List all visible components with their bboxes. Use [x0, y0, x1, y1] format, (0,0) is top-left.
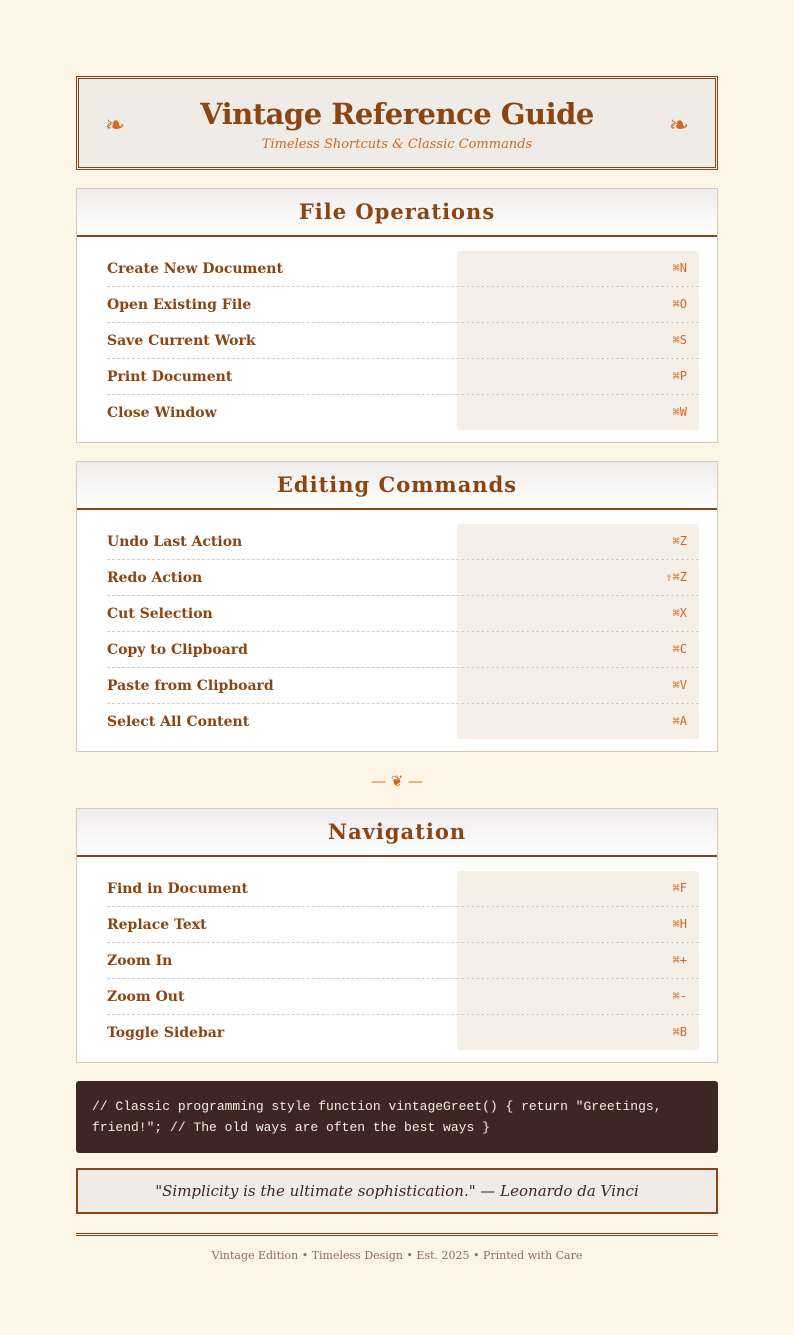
shortcut-label: Select All Content: [107, 713, 250, 730]
shortcut-row: [107, 943, 699, 979]
ornament-divider: — ❦ —: [370, 772, 424, 790]
page-header: [76, 76, 718, 170]
shortcut-row: [107, 323, 699, 359]
section-title: File Operations: [77, 189, 717, 237]
shortcut-label: Copy to Clipboard: [107, 641, 248, 658]
shortcut-label: Close Window: [107, 404, 217, 421]
shortcut-key: ⌘N: [457, 251, 699, 286]
code-block: // Classic programming style function vintageGreet() { return "Greetings, friend!"; // The old ways are often the best ways }: [76, 1081, 718, 1153]
section-title: Editing Commands: [77, 462, 717, 510]
shortcut-row: [107, 704, 699, 739]
section-title: Navigation: [77, 809, 717, 857]
shortcut-label: Zoom In: [107, 952, 173, 969]
shortcut-label: Find in Document: [107, 880, 249, 897]
shortcut-key: ⌘X: [457, 596, 699, 631]
quote: "Simplicity is the ultimate sophistication." — Leonardo da Vinci: [76, 1168, 718, 1214]
shortcut-row: [107, 979, 699, 1015]
shortcut-row: [107, 907, 699, 943]
fleuron-icon: ❧: [105, 111, 126, 139]
shortcut-key: ⇧⌘Z: [457, 560, 699, 595]
section-file-operations: [76, 188, 718, 443]
shortcut-key: ⌘P: [457, 359, 699, 394]
shortcut-row: [107, 1015, 699, 1050]
footer: Vintage Edition • Timeless Design • Est. 2025 • Printed with Care: [76, 1233, 718, 1262]
section-editing-commands: [76, 461, 718, 752]
shortcut-row: [107, 596, 699, 632]
shortcut-key: ⌘-: [457, 979, 699, 1014]
shortcut-row: [107, 871, 699, 907]
shortcut-key: ⌘Z: [457, 524, 699, 559]
shortcut-key: ⌘B: [457, 1015, 699, 1050]
shortcut-row: [107, 632, 699, 668]
shortcut-key: ⌘V: [457, 668, 699, 703]
fleuron-icon: ❧: [668, 111, 689, 139]
shortcut-key: ⌘O: [457, 287, 699, 322]
shortcut-label: Paste from Clipboard: [107, 677, 274, 694]
shortcut-label: Undo Last Action: [107, 533, 243, 550]
shortcut-row: [107, 560, 699, 596]
shortcut-label: Zoom Out: [107, 988, 185, 1005]
shortcut-row: [107, 287, 699, 323]
shortcut-key: ⌘F: [457, 871, 699, 906]
shortcut-label: Open Existing File: [107, 296, 252, 313]
shortcut-label: Save Current Work: [107, 332, 256, 349]
shortcut-label: Replace Text: [107, 916, 207, 933]
shortcut-key: ⌘H: [457, 907, 699, 942]
shortcut-label: Create New Document: [107, 260, 283, 277]
shortcut-row: [107, 524, 699, 560]
shortcut-row: [107, 395, 699, 430]
page-subtitle: Timeless Shortcuts & Classic Commands: [261, 137, 533, 152]
shortcut-key: ⌘A: [457, 704, 699, 739]
shortcut-key: ⌘S: [457, 323, 699, 358]
page-title: Vintage Reference Guide: [200, 97, 594, 131]
shortcut-key: ⌘C: [457, 632, 699, 667]
shortcut-label: Redo Action: [107, 569, 203, 586]
shortcut-row: [107, 668, 699, 704]
shortcut-key: ⌘W: [457, 395, 699, 430]
shortcut-label: Cut Selection: [107, 605, 213, 622]
section-navigation: [76, 808, 718, 1063]
shortcut-row: [107, 251, 699, 287]
shortcut-label: Print Document: [107, 368, 233, 385]
shortcut-row: [107, 359, 699, 395]
shortcut-label: Toggle Sidebar: [107, 1024, 225, 1041]
shortcut-key: ⌘+: [457, 943, 699, 978]
